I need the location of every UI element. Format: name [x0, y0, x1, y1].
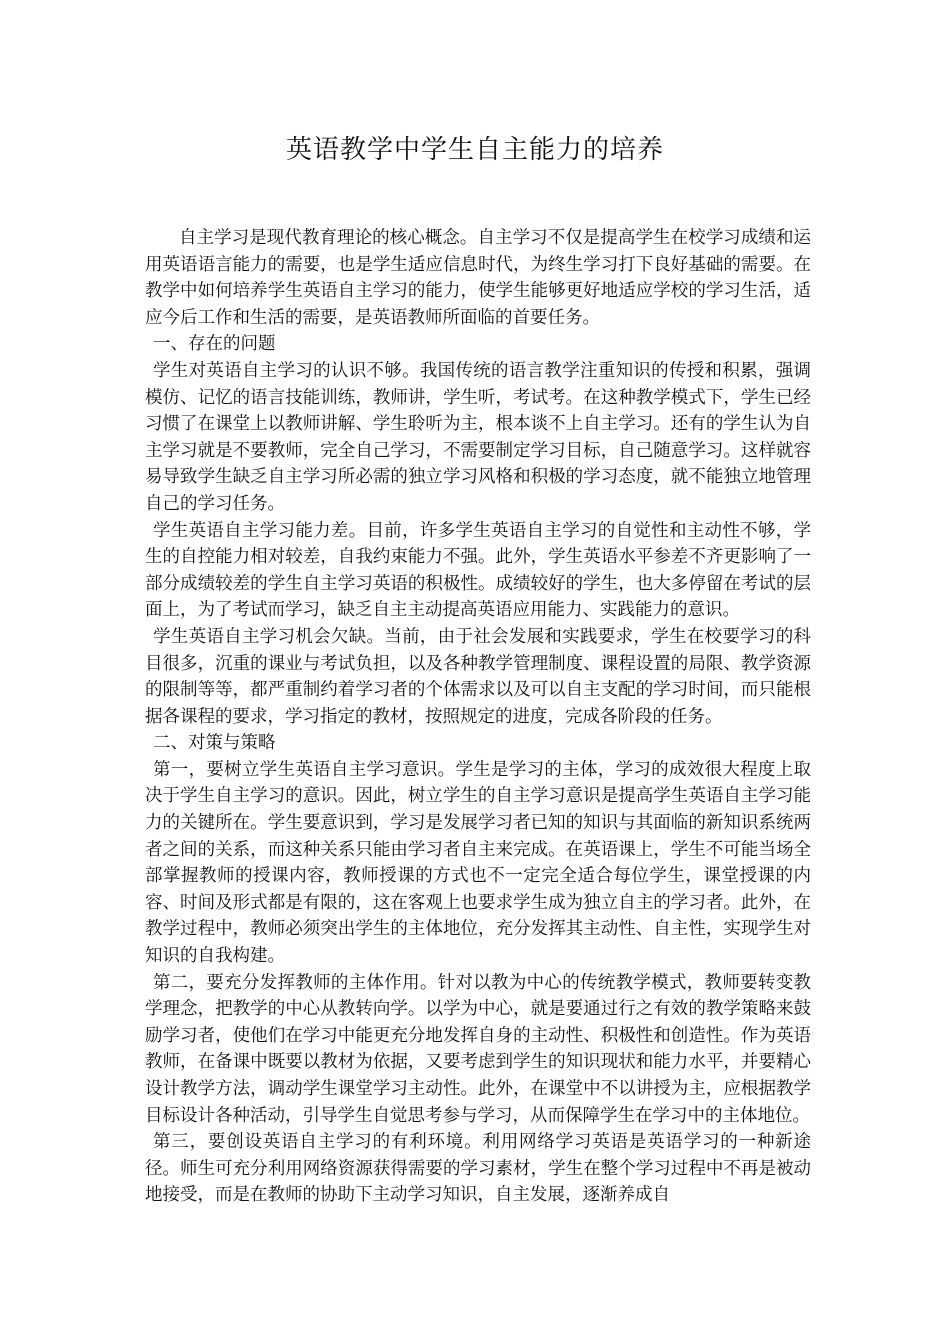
paragraph-strategy-third: 第三，要创设英语自主学习的有利环境。利用网络学习英语是英语学习的一种新途径。师生可充分利用网络资源获得需要的学习素材，学生在整个学习过程中不再是被动地接受，而是在教师的协助下主动学习知识，自主发展，逐渐养成自 — [145, 1132, 811, 1206]
document-body — [145, 225, 811, 1209]
section-heading-strategies: 二、对策与策略 — [153, 733, 276, 754]
paragraph-strategy-first: 第一，要树立学生英语自主学习意识。学生是学习的主体，学习的成效很大程度上取决于学生自主学习的意识。因此，树立学生的自主学习意识是提高学生英语自主学习能力的关键所在。学生要意识到，学习是发展学习者已知的知识与其面临的新知识系统两者之间的关系，而这种关系只能由学习者自主来完成。在英语课上，学生不可能当场全部掌握教师的授课内容，教师授课的方式也不一定完全适合每位学生，课堂授课的内容、时间及形式都是有限的，这在客观上也要求学生成为独立自主的学习者。此外，在教学过程中，教师必须突出学生的主体地位，充分发挥其主动性、自主性，实现学生对知识的自我构建。 — [145, 759, 811, 967]
document-title: 英语教学中学生自主能力的培养 — [285, 135, 664, 165]
section-heading-problems: 一、存在的问题 — [153, 334, 276, 355]
intro-paragraph: 自主学习是现代教育理论的核心概念。自主学习不仅是提高学生在校学习成绩和运用英语语言能力的需要，也是学生适应信息时代，为终生学习打下良好基础的需要。在教学中如何培养学生英语自主学习的能力，使学生能够更好地适应学校的学习生活，适应今后工作和生活的需要，是英语教师所面临的首要任务。 — [145, 228, 811, 328]
paragraph-ability: 学生英语自主学习能力差。目前，许多学生英语自主学习的自觉性和主动性不够，学生的自控能力相对较差，自我约束能力不强。此外，学生英语水平参差不齐更影响了一部分成绩较差的学生自主学习英语的积极性。成绩较好的学生，也大多停留在考试的层面上，为了考试而学习，缺乏自主主动提高英语应用能力、实践能力的意识。 — [145, 520, 811, 621]
paragraph-opportunity: 学生英语自主学习机会欠缺。当前，由于社会发展和实践要求，学生在校要学习的科目很多，沉重的课业与考试负担，以及各种教学管理制度、课程设置的局限、教学资源的限制等等，都严重制约着学习者的个体需求以及可以自主支配的学习时间，而只能根据各课程的要求，学习指定的教材，按照规定的进度，完成各阶段的任务。 — [145, 626, 811, 727]
paragraph-awareness: 学生对英语自主学习的认识不够。我国传统的语言教学注重知识的传授和积累，强调模仿、记忆的语言技能训练，教师讲，学生听，考试考。在这种教学模式下，学生已经习惯了在课堂上以教师讲解、学生聆听为主，根本谈不上自主学习。还有的学生认为自主学习就是不要教师，完全自己学习，不需要制定学习目标，自己随意学习。这样就容易导致学生缺乏自主学习所必需的独立学习风格和积极的学习态度，就不能独立地管理自己的学习任务。 — [145, 360, 811, 514]
paragraph-strategy-second: 第二，要充分发挥教师的主体作用。针对以教为中心的传统教学模式，教师要转变教学理念，把教学的中心从教转向学。以学为中心，就是要通过行之有效的教学策略来鼓励学习者，使他们在学习中能更充分地发挥自身的主动性、积极性和创造性。作为英语教师，在备课中既要以教材为依据，又要考虑到学生的知识现状和能力水平，并要精心设计教学方法，调动学生课堂学习主动性。此外，在课堂中不以讲授为主，应根据教学目标设计各种活动，引导学生自觉思考参与学习，从而保障学生在学习中的主体地位。 — [145, 972, 811, 1126]
